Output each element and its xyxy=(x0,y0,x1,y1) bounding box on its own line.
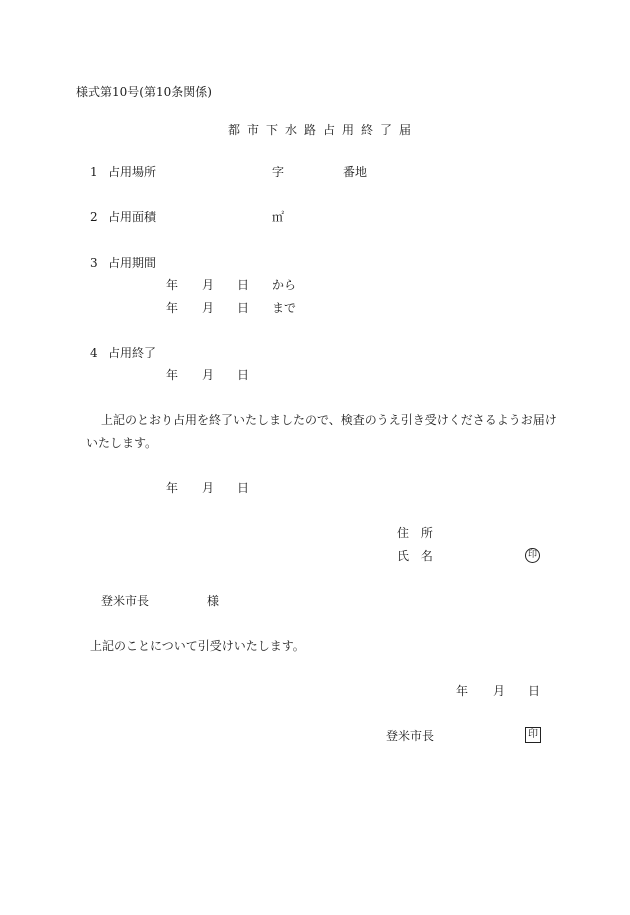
item-number-3: 3 xyxy=(90,256,98,270)
statement-line-1: 上記のとおり占用を終了いたしましたので、検査のうえ引き受けくださるようお届け xyxy=(101,413,557,427)
item-number-4: 4 xyxy=(90,346,98,360)
period-from-month: 月 xyxy=(202,278,215,292)
submit-month: 月 xyxy=(202,481,215,495)
item-number-2: 2 xyxy=(90,210,98,224)
addressee-name: 登米市長 xyxy=(101,594,150,608)
period-to-suffix: まで xyxy=(272,301,297,315)
area-unit: ㎡ xyxy=(272,210,285,224)
period-from-day: 日 xyxy=(237,278,250,292)
end-month: 月 xyxy=(202,368,215,382)
item-label-end: 占用終了 xyxy=(108,346,157,360)
acceptance-text: 上記のことについて引受けいたします。 xyxy=(90,639,305,653)
end-year: 年 xyxy=(166,368,179,382)
submit-day: 日 xyxy=(237,481,250,495)
accept-month: 月 xyxy=(493,684,506,698)
accept-day: 日 xyxy=(528,684,541,698)
period-from-suffix: から xyxy=(272,278,297,292)
submit-year: 年 xyxy=(166,481,179,495)
addressee-honorific: 様 xyxy=(207,594,220,608)
item-label-period: 占用期間 xyxy=(108,256,157,270)
end-day: 日 xyxy=(237,368,250,382)
banchi-label: 番地 xyxy=(343,165,368,179)
aza-label: 字 xyxy=(272,165,285,179)
accept-year: 年 xyxy=(456,684,469,698)
address-label: 住 所 xyxy=(397,526,437,540)
item-label-location: 占用場所 xyxy=(108,165,157,179)
item-label-area: 占用面積 xyxy=(108,210,157,224)
period-to-month: 月 xyxy=(202,301,215,315)
period-from-year: 年 xyxy=(166,278,179,292)
name-label: 氏 名 xyxy=(397,549,437,563)
form-number: 様式第10号(第10条関係) xyxy=(76,85,212,99)
period-to-year: 年 xyxy=(166,301,179,315)
item-number-1: 1 xyxy=(90,165,98,179)
period-to-day: 日 xyxy=(237,301,250,315)
acceptance-seal-icon: 印 xyxy=(525,727,541,743)
statement-line-2: いたします。 xyxy=(86,436,158,450)
applicant-seal-icon: 印 xyxy=(525,548,540,563)
acceptance-signer: 登米市長 xyxy=(386,729,435,743)
page-title: 都市下水路占用終了届 xyxy=(228,123,419,137)
